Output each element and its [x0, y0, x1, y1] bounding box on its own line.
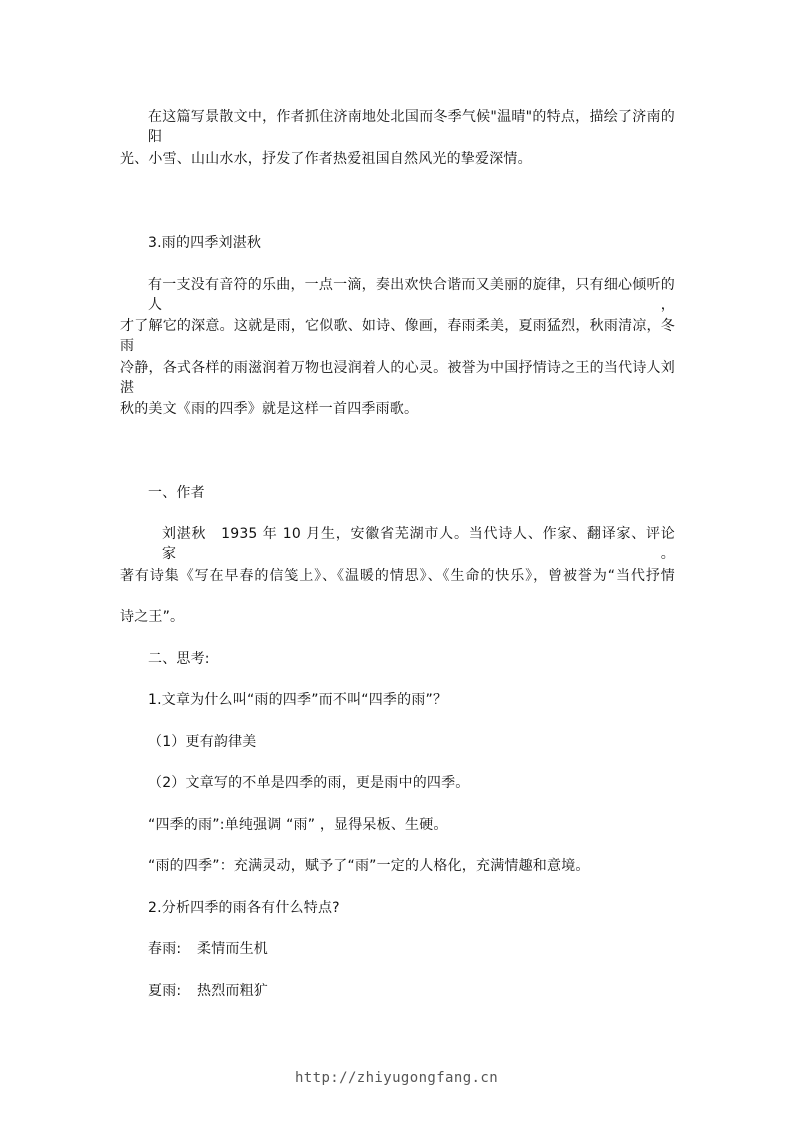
- footer-url[interactable]: http://zhiyugongfang.cn: [294, 1070, 499, 1086]
- section3-heading: 3.雨的四季刘湛秋: [148, 235, 262, 251]
- author-line-3: 诗之王”。: [120, 609, 185, 625]
- answer-1-4: “雨的四季”：充满灵动，赋予了“雨”一定的人格化，充满情趣和意境。: [148, 858, 590, 874]
- spring-label: 春雨:: [148, 941, 182, 957]
- question-1: 1.文章为什么叫“雨的四季”而不叫“四季的雨”？: [148, 692, 448, 708]
- summer-label: 夏雨:: [148, 983, 182, 999]
- summer-value: 热烈而粗犷: [197, 983, 268, 999]
- section3-line-3: 冷静，各式各样的雨滋润着万物也浸润着人的心灵。被誉为中国抒情诗之王的当代诗人刘湛: [120, 360, 675, 396]
- intro-line-1: 在这篇写景散文中，作者抓住济南地处北国而冬季气候"温晴"的特点，描绘了济南的阳: [148, 109, 675, 145]
- spring-value: 柔情而生机: [197, 941, 268, 957]
- author-line-2: 著有诗集《写在早春的信笺上》、《温暖的情思》、《生命的快乐》，曾被誉为“当代抒情: [120, 568, 675, 584]
- author-line-1: 刘湛秋 1935 年 10 月生，安徽省芜湖市人。当代诗人、作家、翻译家、评论家。: [162, 526, 675, 562]
- answer-1-1: （1）更有韵律美: [148, 734, 257, 750]
- intro-line-2: 光、小雪、山山水水，抒发了作者热爱祖国自然风光的挚爱深情。: [120, 151, 532, 167]
- answer-1-2: （2）文章写的不单是四季的雨，更是雨中的四季。: [148, 775, 470, 791]
- section3-line-2: 才了解它的深意。这就是雨，它似歌、如诗、像画，春雨柔美，夏雨猛烈，秋雨清凉，冬雨: [120, 318, 675, 354]
- section3-line-1: 有一支没有音符的乐曲，一点一滴，奏出欢快合谐而又美丽的旋律，只有细心倾听的人，: [148, 277, 675, 313]
- answer-1-3: “四季的雨”:单纯强调 “雨” ，显得呆板、生硬。: [148, 817, 448, 833]
- author-heading: 一、作者: [148, 485, 205, 501]
- section3-line-4: 秋的美文《雨的四季》就是这样一首四季雨歌。: [120, 401, 419, 417]
- question-2: 2.分析四季的雨各有什么特点?: [148, 900, 340, 916]
- thinking-heading: 二、思考:: [148, 651, 210, 667]
